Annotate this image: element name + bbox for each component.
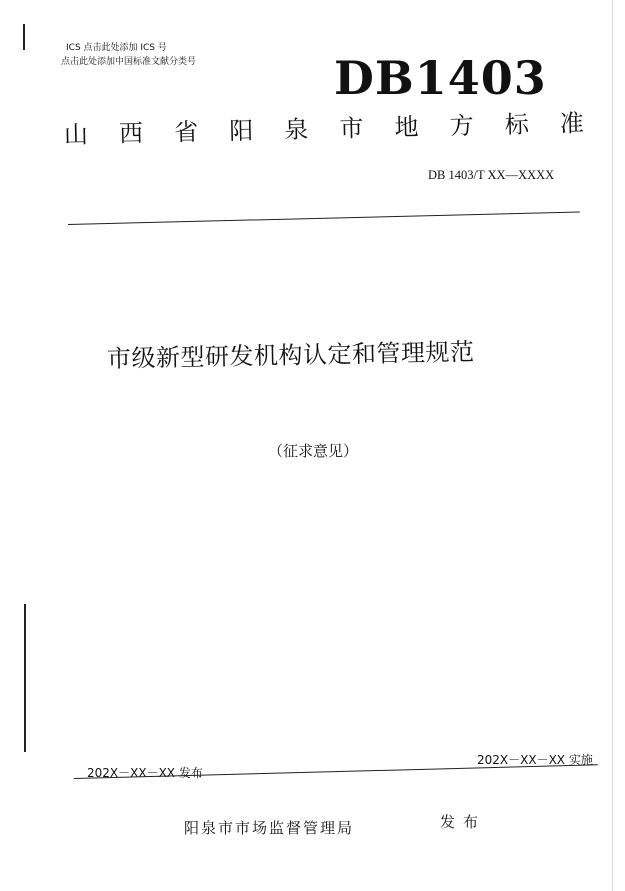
authority-char: 市 [339,114,364,143]
issue-label: 发布 [440,813,487,831]
issuing-authority [64,106,585,152]
authority-char: 阳 [228,116,254,146]
draft-status: （征求意见） [268,442,359,460]
header-divider [68,211,580,225]
authority-char: 山 [63,120,89,149]
issuing-agency: 阳泉市市场监督管理局 [184,819,355,837]
authority-char: 准 [559,109,585,138]
authority-char: 泉 [284,115,309,144]
binding-mark-top [23,24,25,50]
binding-mark-bottom [24,604,26,752]
standard-code: DB1403 [334,51,547,105]
effective-date: 202X－XX－XX 实施 [477,753,593,767]
authority-char: 西 [118,119,144,148]
classification-number: 点击此处添加中国标准文献分类号 [61,57,197,67]
authority-char: 省 [173,117,199,147]
standard-number: DB 1403/T XX—XXXX [428,168,555,182]
ics-number: ICS 点击此处添加 ICS 号 [66,43,167,53]
document-title: 市级新型研发机构认定和管理规范 [106,337,475,373]
publish-date: 202X－XX－XX 发布 [87,766,203,780]
authority-char: 地 [394,112,419,142]
scan-edge-line [612,0,613,891]
authority-char: 标 [504,110,530,139]
authority-char: 方 [449,111,474,141]
